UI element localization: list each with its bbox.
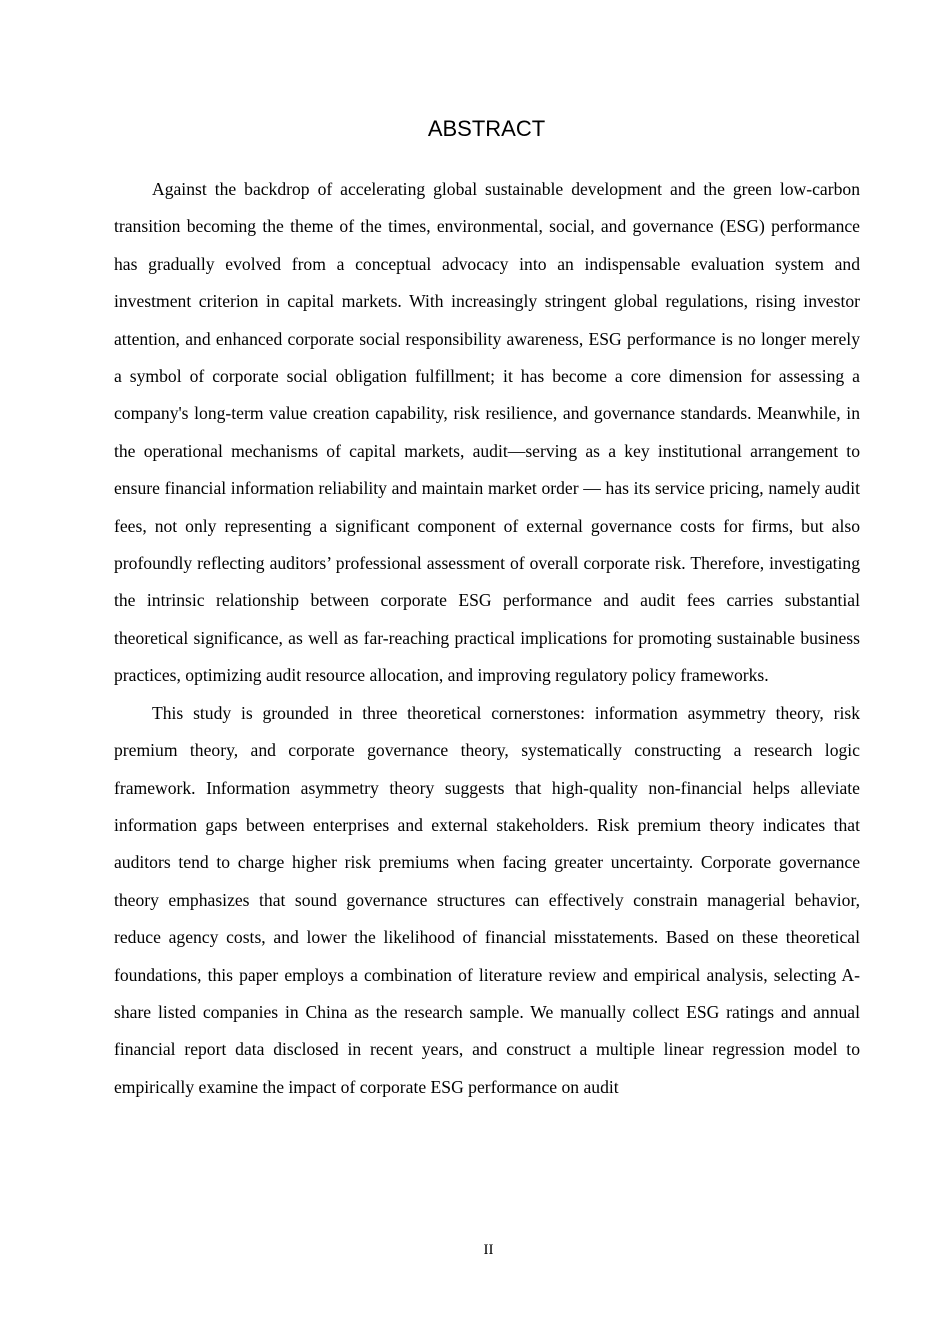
abstract-paragraph-1: Against the backdrop of accelerating global sustainable development and the green low-carbon transition becoming the theme of the times, environmental, social, and governance (ESG) performance has gradually evolved from a conceptual advocacy into an indispensable evaluation system and investment criterion in capital markets. With increasingly stringent global regulations, rising investor attention, and enhanced corporate social responsibility awareness, ESG performance is no longer merely a symbol of corporate social obligation fulfillment; it has become a core dimension for assessing a company's long-term value creation capability, risk resilience, and governance standards. Meanwhile, in the operational mechanisms of capital markets, audit—serving as a key institutional arrangement to ensure financial information reliability and maintain market order — has its service pricing, namely audit fees, not only representing a significant component of external governance costs for firms, but also profoundly reflecting auditors’ professional assessment of overall corporate risk. Therefore, investigating the intrinsic relationship between corporate ESG performance and audit fees carries substantial theoretical significance, as well as far-reaching practical implications for promoting sustainable business practices, optimizing audit resource allocation, and improving regulatory policy frameworks. [114,179,860,686]
page-title: ABSTRACT [427,116,546,141]
abstract-body [114,171,860,1106]
abstract-paragraph-2: This study is grounded in three theoretical cornerstones: information asymmetry theory, risk premium theory, and corporate governance theory, systematically constructing a research logic framework. Information asymmetry theory suggests that high-quality non-financial helps alleviate information gaps between enterprises and external stakeholders. Risk premium theory indicates that auditors tend to charge higher risk premiums when facing greater uncertainty. Corporate governance theory emphasizes that sound governance structures can effectively constrain managerial behavior, reduce agency costs, and lower the likelihood of financial misstatements. Based on these theoretical foundations, this paper employs a combination of literature review and empirical analysis, selecting A-share listed companies in China as the research sample. We manually collect ESG ratings and annual financial report data disclosed in recent years, and construct a multiple linear regression model to empirically examine the impact of corporate ESG performance on audit [114,702,860,1097]
page-number: II [483,1242,494,1258]
